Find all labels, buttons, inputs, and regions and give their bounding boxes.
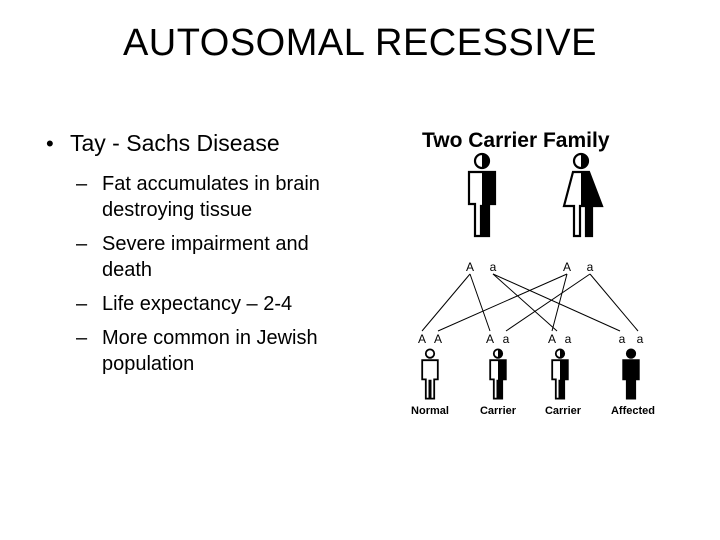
- child-carrier-figure: [490, 349, 506, 398]
- subpoint-text: Fat accumulates in brain destroying tissue: [102, 173, 320, 221]
- mother-allele-1: A: [562, 260, 572, 274]
- subpoint: [76, 291, 356, 317]
- child-2-allele-1: A: [485, 332, 495, 346]
- child-3-allele-2: a: [564, 332, 572, 346]
- mother-figure: [564, 154, 602, 236]
- child-carrier-figure: [552, 349, 568, 398]
- dash-marker: –: [76, 233, 88, 255]
- child-4-allele-2: a: [636, 332, 644, 346]
- subpoint: [76, 325, 356, 377]
- child-normal-figure: [422, 349, 438, 398]
- child-3-allele-1: A: [547, 332, 557, 346]
- subpoint: [76, 231, 356, 283]
- mother-allele-2: a: [586, 260, 594, 274]
- subpoint-text: Life expectancy – 2-4: [102, 293, 293, 315]
- slide-title: AUTOSOMAL RECESSIVE: [122, 22, 598, 64]
- inheritance-lines: [422, 274, 638, 331]
- father-allele-1: A: [465, 260, 475, 274]
- father-figure: [469, 154, 495, 236]
- child-3-label: Carrier: [544, 405, 582, 417]
- child-1-label: Normal: [411, 405, 449, 417]
- subpoint: [76, 171, 356, 223]
- subpoint-text: Severe impairment and death: [102, 233, 309, 281]
- dash-marker: –: [76, 293, 88, 315]
- pedigree-figure: [400, 125, 670, 425]
- child-2-allele-2: a: [502, 332, 510, 346]
- figure-title: Two Carrier Family: [422, 129, 610, 152]
- bullet-text: Tay - Sachs Disease: [70, 130, 280, 156]
- subpoint-text: More common in Jewish population: [102, 327, 318, 375]
- child-2-label: Carrier: [479, 405, 517, 417]
- bullet-marker: •: [46, 131, 54, 156]
- child-1-allele-1: A: [417, 332, 427, 346]
- father-allele-2: a: [489, 260, 497, 274]
- dash-marker: –: [76, 327, 88, 349]
- child-4-label: Affected: [610, 405, 656, 417]
- child-1-allele-2: A: [433, 332, 443, 346]
- child-affected-figure: [623, 349, 639, 398]
- slide-body: [46, 130, 356, 385]
- child-4-allele-1: a: [618, 332, 626, 346]
- main-bullet: [46, 130, 356, 157]
- dash-marker: –: [76, 173, 88, 195]
